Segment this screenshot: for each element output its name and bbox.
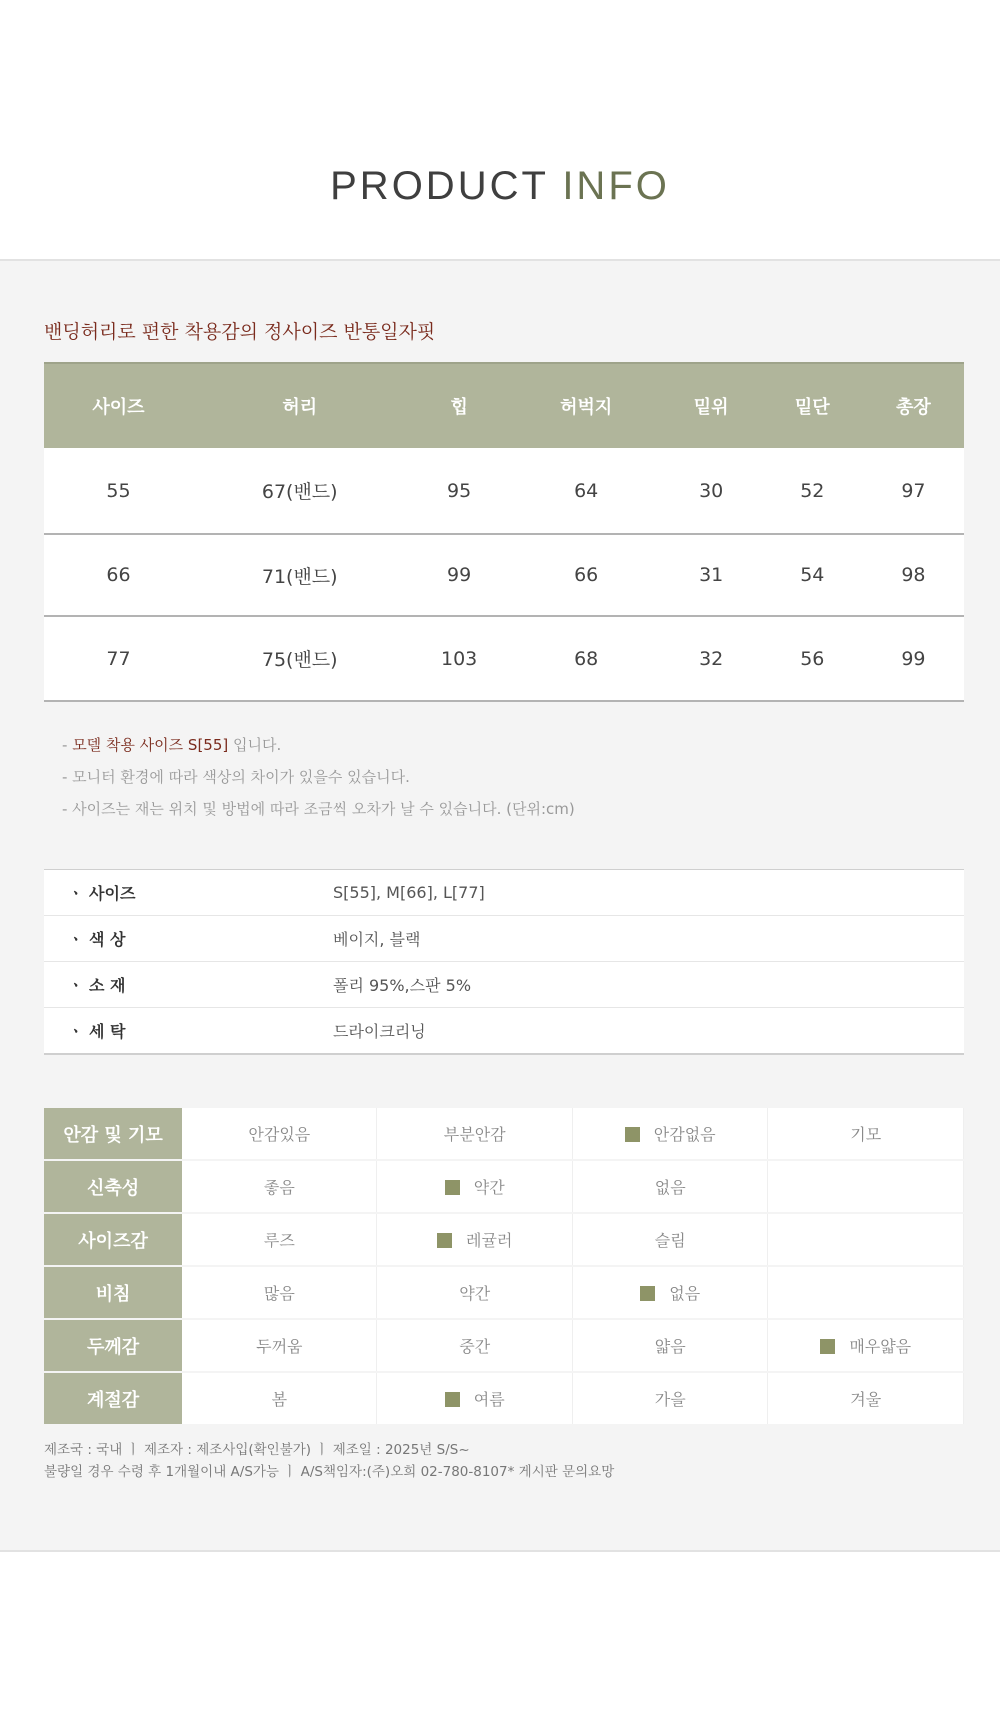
product-headline: 밴딩허리로 편한 착용감의 정사이즈 반통일자핏 [44, 321, 436, 343]
table-cell: 64 [512, 448, 661, 534]
attribute-label: 사이즈감 [44, 1213, 182, 1266]
table-cell: 97 [863, 448, 964, 534]
attribute-option-label: 얇음 [654, 1337, 686, 1356]
table-cell: 56 [762, 616, 863, 701]
spec-label: ㆍ 소 재 [44, 962, 333, 1008]
attribute-option-label: 안감없음 [653, 1125, 716, 1144]
attribute-row [44, 1160, 964, 1213]
spec-table [44, 869, 964, 1055]
attribute-option-label: 중간 [459, 1337, 491, 1356]
spec-value: 드라이크리닝 [333, 1008, 964, 1055]
spec-row [44, 916, 964, 962]
attribute-option [377, 1213, 573, 1266]
attribute-option-label: 매우얇음 [849, 1337, 912, 1356]
attribute-option-label: 안감있음 [248, 1125, 311, 1144]
attribute-row [44, 1266, 964, 1319]
attribute-row [44, 1213, 964, 1266]
attribute-option-label: 부분안감 [443, 1125, 506, 1144]
selected-marker-icon [445, 1392, 460, 1407]
attribute-option [768, 1108, 964, 1160]
note-suffix: 입니다. [228, 736, 282, 754]
attribute-option [377, 1372, 573, 1425]
spec-label: ㆍ 세 탁 [44, 1008, 333, 1055]
attribute-option-label: 기모 [850, 1125, 882, 1144]
table-cell: 54 [762, 534, 863, 616]
attribute-option-label: 봄 [271, 1390, 288, 1409]
attribute-label: 계절감 [44, 1372, 182, 1425]
attribute-label: 안감 및 기모 [44, 1108, 182, 1160]
attribute-option [377, 1266, 573, 1319]
attribute-option-label: 좋음 [263, 1178, 295, 1197]
attribute-option [377, 1108, 573, 1160]
attribute-option-label: 없음 [654, 1178, 686, 1197]
title-part-info: INFO [562, 164, 670, 208]
header-size: 사이즈 [44, 363, 193, 448]
selected-marker-icon [437, 1233, 452, 1248]
attribute-option-label: 루즈 [263, 1231, 295, 1250]
attribute-row [44, 1372, 964, 1425]
attribute-option-label: 약간 [473, 1178, 505, 1197]
spec-label: ㆍ 사이즈 [44, 870, 333, 916]
selected-marker-icon [625, 1127, 640, 1142]
table-cell: 31 [661, 534, 762, 616]
table-cell: 98 [863, 534, 964, 616]
attribute-option [182, 1213, 377, 1266]
size-table [44, 362, 964, 702]
table-cell: 71(밴드) [193, 534, 407, 616]
header-length: 총장 [863, 363, 964, 448]
attribute-row [44, 1319, 964, 1372]
header-rise: 밑위 [661, 363, 762, 448]
attribute-option [182, 1266, 377, 1319]
attribute-option-label: 두꺼움 [256, 1337, 303, 1356]
attribute-option [377, 1319, 573, 1372]
table-cell: 99 [863, 616, 964, 701]
header-thigh: 허벅지 [512, 363, 661, 448]
selected-marker-icon [445, 1180, 460, 1195]
attribute-option [572, 1319, 768, 1372]
attribute-option-label: 없음 [669, 1284, 701, 1303]
attribute-option [572, 1108, 768, 1160]
page-title [0, 164, 1000, 209]
table-cell: 75(밴드) [193, 616, 407, 701]
table-cell: 68 [512, 616, 661, 701]
attribute-label: 비침 [44, 1266, 182, 1319]
attribute-option [768, 1266, 964, 1319]
size-notes [62, 729, 575, 825]
spec-row [44, 962, 964, 1008]
table-row [44, 448, 964, 534]
attribute-option [377, 1160, 573, 1213]
attribute-option-label: 약간 [459, 1284, 491, 1303]
footer-info [44, 1439, 614, 1483]
table-cell: 99 [407, 534, 512, 616]
spec-value: 폴리 95%,스판 5% [333, 962, 964, 1008]
attribute-option [768, 1372, 964, 1425]
table-cell: 55 [44, 448, 193, 534]
product-info-panel [0, 259, 1000, 1552]
note-line [62, 729, 575, 761]
selected-marker-icon [820, 1339, 835, 1354]
spec-label: ㆍ 색 상 [44, 916, 333, 962]
attribute-label: 두께감 [44, 1319, 182, 1372]
attribute-option [572, 1372, 768, 1425]
attribute-option [768, 1319, 964, 1372]
attribute-option [182, 1372, 377, 1425]
attribute-row [44, 1108, 964, 1160]
attribute-option-label: 슬림 [654, 1231, 686, 1250]
table-cell: 67(밴드) [193, 448, 407, 534]
footer-line: 불량일 경우 수령 후 1개월이내 A/S가능 ㅣ A/S책임자:(주)오희 02-780-8107* 게시판 문의요망 [44, 1464, 615, 1480]
title-part-product: PRODUCT [330, 164, 549, 208]
table-cell: 30 [661, 448, 762, 534]
attribute-option [572, 1266, 768, 1319]
spec-row [44, 870, 964, 916]
spec-value: S[55], M[66], L[77] [333, 870, 964, 916]
header-waist: 허리 [193, 363, 407, 448]
attribute-option-label: 많음 [263, 1284, 295, 1303]
table-cell: 66 [512, 534, 661, 616]
attribute-option [768, 1160, 964, 1213]
footer-line: 제조국 : 국내 ㅣ 제조자 : 제조사입(확인불가) ㅣ 제조일 : 2025년 S/S~ [44, 1442, 470, 1458]
table-row [44, 534, 964, 616]
attribute-option-label: 레귤러 [466, 1231, 513, 1250]
selected-marker-icon [640, 1286, 655, 1301]
attribute-option-label: 가을 [654, 1390, 686, 1409]
attribute-option-label: 여름 [473, 1390, 505, 1409]
attribute-option [572, 1213, 768, 1266]
attribute-option [572, 1160, 768, 1213]
table-cell: 103 [407, 616, 512, 701]
spec-row [44, 1008, 964, 1055]
table-cell: 66 [44, 534, 193, 616]
table-cell: 95 [407, 448, 512, 534]
note-prefix: - [62, 736, 73, 754]
attribute-option [182, 1319, 377, 1372]
header-hip: 힙 [407, 363, 512, 448]
table-cell: 52 [762, 448, 863, 534]
table-cell: 77 [44, 616, 193, 701]
attribute-table [44, 1108, 964, 1426]
header-hem: 밑단 [762, 363, 863, 448]
note-line: - 모니터 환경에 따라 색상의 차이가 있을수 있습니다. [62, 768, 410, 786]
attribute-option [768, 1213, 964, 1266]
size-table-header [44, 363, 964, 448]
attribute-label: 신축성 [44, 1160, 182, 1213]
table-row [44, 616, 964, 701]
table-cell: 32 [661, 616, 762, 701]
spec-value: 베이지, 블랙 [333, 916, 964, 962]
attribute-option [182, 1108, 377, 1160]
attribute-option [182, 1160, 377, 1213]
note-line: - 사이즈는 재는 위치 및 방법에 따라 조금씩 오차가 날 수 있습니다. (단위:cm) [62, 800, 575, 818]
model-size-note: 모델 착용 사이즈 S[55] [72, 736, 229, 754]
attribute-option-label: 겨울 [850, 1390, 882, 1409]
